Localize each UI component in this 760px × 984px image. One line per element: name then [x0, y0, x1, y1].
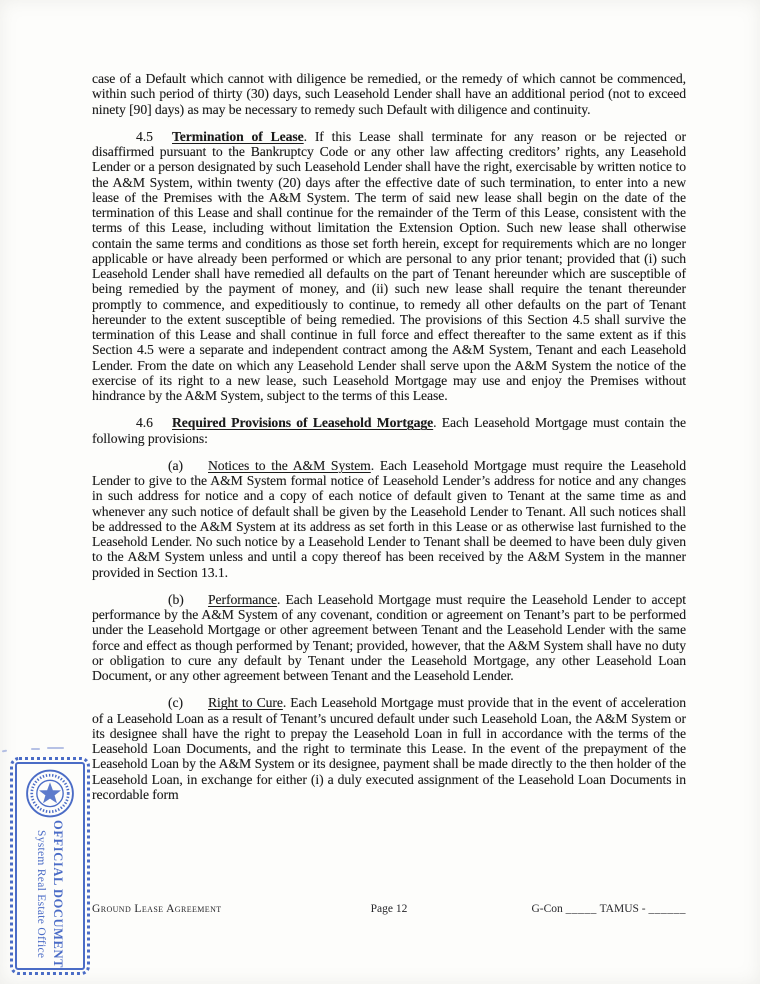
footer-tamus-label: TAMUS -	[599, 903, 646, 915]
subsection-b-body: . Each Leasehold Mortgage must require the Leasehold Lender to accept performance by the A&M System of any covenant, condition or agreement on Tenant’s part to be performed under the Leasehold Mortgage or other agreement between Tenant and the Leasehold Lender with the same force and effect as though performed by Tenant; provided, however, that the A&M System shall have no duty or obligation to cure any default by Tenant under the Leasehold Mortgage, any other Leasehold Loan Document, or any other agreement between Tenant and the Leasehold Lender.	[92, 591, 686, 683]
footer-gcon-blank: _____	[565, 903, 597, 915]
tamus-seal-icon	[24, 768, 76, 819]
subsection-b-paragraph	[92, 592, 686, 684]
section-4-5-body: . If this Lease shall terminate for any reason or be rejected or disaffirmed pursuant to the Bankruptcy Code or any other law affecting creditors’ rights, any Leasehold Lender or a person designated by such Leasehold Lender shall have the right, exercisable by written notice to the A&M System, within twenty (20) days after the effective date of such termination, to enter into a new lease of the Premises with the A&M System. The term of said new lease shall begin on the date of the termination of this Lease and shall continue for the remainder of the Term of this Lease, consistent with the terms of this Lease, including without limitation the Extension Option. Such new lease shall otherwise contain the same terms and conditions as those set forth herein, except for requirements which are no longer applicable or have already been performed or which are personal to any prior tenant; provided that (i) such Leasehold Lender shall have remedied all defaults on the part of Tenant hereunder which are susceptible of being remedied by the payment of money, and (ii) such new lease shall require the tenant thereunder promptly to commence, and expeditiously to continue, to remedy all other defaults on the part of Tenant hereunder to the extent susceptible of being remedied. The provisions of this Section 4.5 shall survive the termination of this Lease and shall continue in full force and effect thereafter to the same extent as if this Section 4.5 were a separate and independent contract among the A&M System, Tenant and each Leasehold Lender. From the date on which any Leasehold Lender shall serve upon the A&M System the notice of the exercise of its right to a new lease, such Leasehold Mortgage may use and enjoy the Premises without hindrance by the A&M System, subject to the terms of this Lease.	[92, 128, 686, 403]
subsection-a-body: . Each Leasehold Mortgage must require the Leasehold Lender to give to the A&M System formal notice of Leasehold Lender’s address for notice and any changes in such address for notice and a copy of each notice of default given to Tenant at the same time as and whenever any such notice of default shall be given by the Leasehold Lender to Tenant. All such notices shall be addressed to the A&M System at its address as set forth in this Lease or as otherwise last furnished to the Leasehold Lender. No such notice by a Leasehold Lender to Tenant shall be deemed to have been duly given to the A&M System unless and until a copy thereof has been received by the A&M System in the manner provided in Section 13.1.	[92, 457, 686, 580]
subsection-c-heading: Right to Cure	[208, 695, 283, 711]
footer-gcon-label: G-Con	[531, 903, 563, 915]
subsection-a-letter: (a)	[168, 457, 183, 473]
document-body	[92, 71, 686, 814]
section-4-5-heading: Termination of Lease	[172, 128, 304, 144]
subsection-b-heading: Performance	[208, 591, 278, 607]
stamp-office-label: System Real Estate Office	[35, 829, 47, 959]
section-4-6-number: 4.6	[136, 415, 153, 431]
subsection-c-body: . Each Leasehold Mortgage must provide that in the event of acceleration of a Leasehold Loan as a result of Tenant’s uncured default under such Leasehold Loan, the A&M System or its designee shall have the right to prepay the Leasehold Loan in full in accordance with the terms of the Leasehold Loan Documents, and the right to terminate this Lease. In the event of the prepayment of the Leasehold Loan by the A&M System or its designee, payment shall be made directly to the then holder of the Leasehold Loan, in exchange for either (i) a duly executed assignment of the Leasehold Loan Documents in recordable form	[92, 695, 686, 802]
ink-smudge-mark	[47, 747, 64, 749]
ink-smudge-mark	[31, 748, 40, 750]
subsection-a-heading: Notices to the A&M System	[208, 457, 371, 473]
section-4-6-body: . Each Leasehold Mortgage must contain the following provisions:	[92, 415, 686, 446]
footer-reference-blanks	[531, 903, 686, 915]
stamp-official-label: OFFICIAL DOCUMENT	[51, 819, 65, 968]
section-4-5-paragraph	[92, 129, 686, 404]
subsection-c-paragraph	[92, 695, 686, 802]
footer-document-title: Ground Lease Agreement	[92, 903, 222, 915]
section-4-6-heading: Required Provisions of Leasehold Mortgage	[172, 415, 434, 431]
ink-smudge-mark	[2, 750, 7, 753]
paragraph-intro: case of a Default which cannot with diligence be remedied, or the remedy of which cannot be commenced, within such period of thirty (30) days, such Leasehold Lender shall have an additional period (not to exceed ninety [90] days) as may be necessary to remedy such Default with diligence and continuity.	[92, 71, 686, 117]
subsection-b-letter: (b)	[168, 591, 184, 607]
subsection-c-letter: (c)	[168, 695, 183, 711]
stamp-text	[35, 820, 65, 968]
section-4-5-number: 4.5	[136, 128, 153, 144]
footer-tamus-blank: ______	[648, 903, 686, 915]
stamp-inner-frame	[15, 762, 85, 970]
subsection-a-paragraph	[92, 458, 686, 580]
official-document-stamp	[10, 757, 90, 975]
footer-page-number: Page 12	[370, 903, 408, 915]
section-4-6-paragraph	[92, 415, 686, 446]
